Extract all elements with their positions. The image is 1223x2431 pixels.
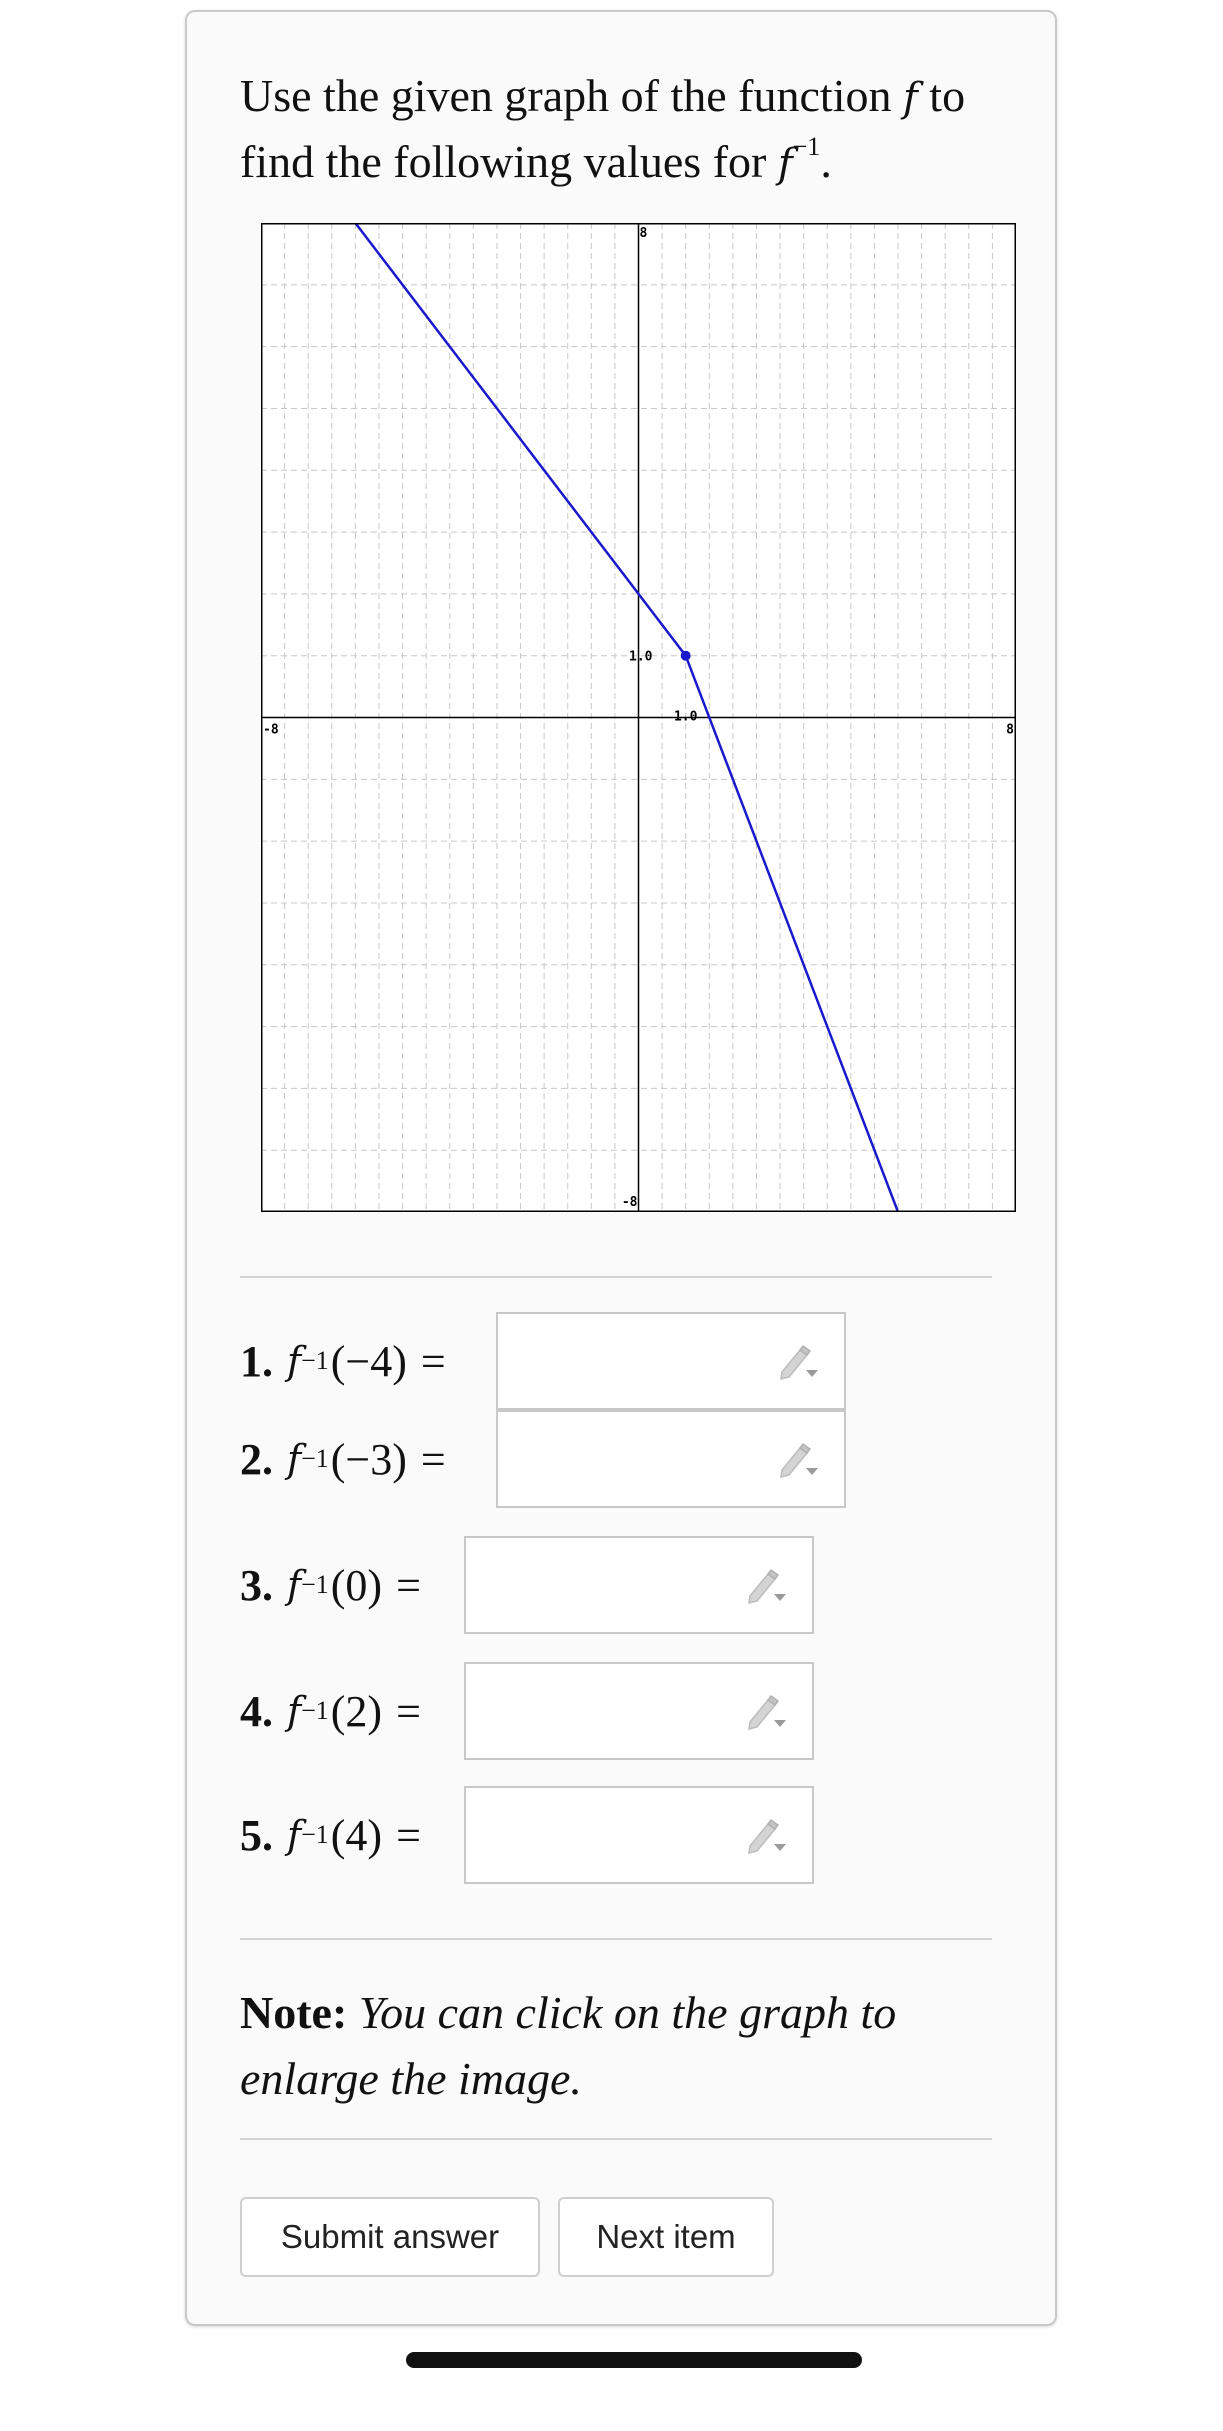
question-number: 2. xyxy=(240,1434,273,1484)
question-argument: (2) xyxy=(330,1686,383,1736)
y-max-label: 8 xyxy=(639,226,648,241)
y-min-label: -8 xyxy=(621,1195,638,1210)
question-argument: (−3) xyxy=(330,1434,407,1484)
question-equals: = xyxy=(420,1434,446,1484)
submit-answer-button[interactable]: Submit answer xyxy=(240,2197,540,2277)
answer-input-2[interactable] xyxy=(496,1410,846,1508)
question-function: f xyxy=(287,1813,302,1857)
question-row-4: 4. f −1 (2) = xyxy=(240,1686,421,1736)
pencil-edit-icon[interactable] xyxy=(776,1342,822,1382)
answer-input-5[interactable] xyxy=(464,1786,814,1884)
question-argument: (4) xyxy=(330,1810,383,1860)
question-function: f xyxy=(287,1339,302,1383)
question-number: 5. xyxy=(240,1810,273,1860)
x-max-label: 8 xyxy=(1006,722,1014,738)
question-number: 3. xyxy=(240,1560,273,1610)
answer-input-3[interactable] xyxy=(464,1536,814,1634)
question-row-3: 3. f −1 (0) = xyxy=(240,1560,421,1610)
answer-input-1[interactable] xyxy=(496,1312,846,1410)
divider-bottom xyxy=(240,2138,992,2140)
question-row-2: 2. f −1 (−3) = xyxy=(240,1434,446,1484)
question-equals: = xyxy=(420,1336,446,1386)
x-min-label: -8 xyxy=(263,722,279,738)
inverse-function-name: f xyxy=(777,141,793,187)
pencil-edit-icon[interactable] xyxy=(744,1816,790,1856)
divider-middle xyxy=(240,1938,992,1940)
question-function: f xyxy=(287,1437,302,1481)
function-graph[interactable] xyxy=(261,223,1016,1212)
question-argument: (−4) xyxy=(330,1336,407,1386)
function-vertex-point xyxy=(681,651,691,661)
note-text: You can click on the graph to enlarge the image. xyxy=(240,1987,897,2104)
home-indicator xyxy=(406,2352,862,2368)
function-points xyxy=(681,651,691,661)
question-row-1: 1. f −1 (−4) = xyxy=(240,1336,446,1386)
question-card xyxy=(185,10,1057,2326)
question-prompt: Use the given graph of the function f to find the following values for $f^{-1}$. xyxy=(240,70,966,187)
question-function: f xyxy=(287,1563,302,1607)
next-item-button[interactable]: Next item xyxy=(558,2197,774,2277)
x-tick-label: 1.0 xyxy=(673,709,698,725)
question-equals: = xyxy=(396,1686,421,1736)
question-number: 1. xyxy=(240,1336,273,1386)
question-number: 4. xyxy=(240,1686,273,1736)
pencil-edit-icon[interactable] xyxy=(744,1692,790,1732)
question-row-5: 5. f −1 (4) = xyxy=(240,1810,421,1860)
y-tick-label: 1.0 xyxy=(629,649,653,665)
pencil-edit-icon[interactable] xyxy=(776,1440,822,1480)
pencil-edit-icon[interactable] xyxy=(744,1566,790,1606)
function-name: f xyxy=(902,75,918,121)
divider-top xyxy=(240,1276,992,1278)
question-equals: = xyxy=(396,1560,421,1610)
note xyxy=(240,1980,1000,2112)
question-function: f xyxy=(287,1689,302,1733)
question-equals: = xyxy=(396,1810,421,1860)
note-label: Note: xyxy=(240,1987,348,2038)
answer-input-4[interactable] xyxy=(464,1662,814,1760)
question-argument: (0) xyxy=(330,1560,383,1610)
